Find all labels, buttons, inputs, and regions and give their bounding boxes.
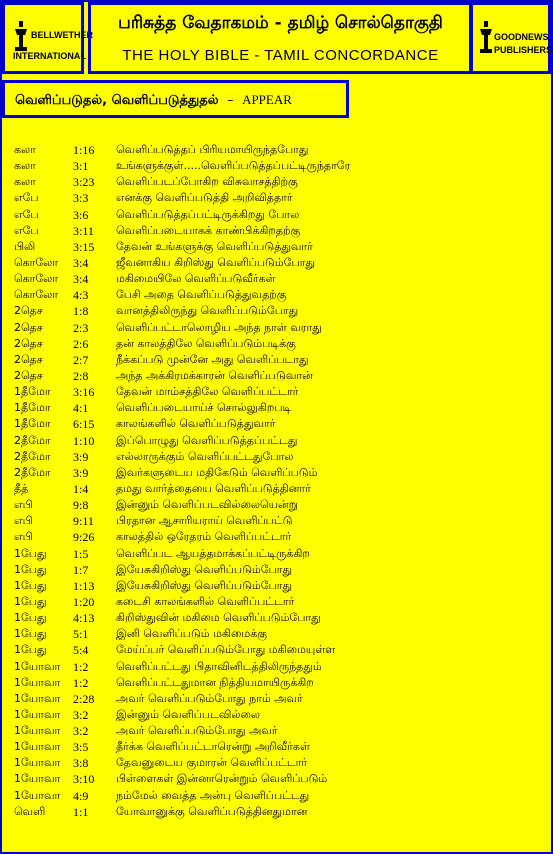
book-name: 1தீமோ: [14, 401, 51, 415]
book-name: 1யோவா: [14, 756, 61, 770]
list-item: [0, 610, 549, 626]
book-name: 2தெச: [14, 320, 43, 334]
list-item: [0, 481, 549, 497]
verse-text: அவர் வெளிப்படும்போது அவர்: [116, 724, 278, 738]
list-item: [0, 255, 549, 271]
verse-text: இன்னும் வெளிப்படவில்லையென்று: [116, 498, 298, 512]
verse-text: பிரதான ஆசாரியராய் வெளிப்பட்டு: [116, 514, 293, 528]
english-title: THE HOLY BIBLE - TAMIL CONCORDANCE: [122, 47, 439, 64]
book-name: எபி: [14, 530, 33, 544]
verse-reference: 1:7: [73, 562, 89, 577]
verse-reference: 6:15: [73, 417, 95, 432]
verse-reference: 3:3: [73, 191, 89, 206]
verse-text: தீர்க்க வெளிப்பட்டாரென்று அறிவீர்கள்: [116, 740, 310, 754]
verse-text: இன்னும் வெளிப்படவில்லை: [116, 707, 261, 721]
list-item: [0, 336, 549, 352]
list-item: [0, 433, 549, 449]
book-name: 2தீமோ: [14, 433, 51, 447]
book-name: கலா: [14, 159, 36, 173]
list-item: [0, 320, 549, 336]
verse-text: யோவானுக்கு வெளிப்படுத்தினதுமான: [116, 804, 308, 818]
list-item: [0, 659, 549, 675]
verse-text: நீக்கப்படு முன்னே அது வெளிப்படாது: [116, 352, 309, 366]
list-item: [0, 384, 549, 400]
book-name: எபே: [14, 207, 39, 221]
verse-text: வெளிப்பட்டாலொழிய அந்த நாள் வராது: [116, 320, 322, 334]
book-name: 1யோவா: [14, 659, 61, 673]
list-item: [0, 497, 549, 513]
verse-text: வெளிப்பட்டது பிதாவினிடத்திலிருந்ததும்: [116, 659, 322, 673]
book-name: கொலோ: [14, 272, 59, 286]
verse-text: இப்பொழுது வெளிப்படுத்தப்பட்டது: [116, 433, 298, 447]
book-name: பிலி: [14, 239, 36, 253]
book-name: 1யோவா: [14, 740, 61, 754]
list-item: [0, 223, 549, 239]
header: [2, 2, 551, 78]
book-name: 1தீமோ: [14, 417, 51, 431]
verse-reference: 5:1: [73, 627, 89, 642]
book-name: 2தீமோ: [14, 465, 51, 479]
verse-reference: 1:8: [73, 304, 89, 319]
list-item: [0, 594, 549, 610]
verse-text: இயேசுகிறிஸ்து வெளிப்படும்போது: [116, 562, 293, 576]
book-name: 2தெச: [14, 336, 43, 350]
verse-reference: 3:23: [73, 175, 95, 190]
verse-text: ஜீவனாகிய கிறிஸ்து வெளிப்படும்போது: [116, 255, 315, 269]
book-name: 1யோவா: [14, 772, 61, 786]
verse-reference: 3:4: [73, 272, 89, 287]
book-name: 1பேது: [14, 627, 47, 641]
list-item: [0, 642, 549, 658]
verse-text: இயேசுகிறிஸ்து வெளிப்படும்போது: [116, 578, 293, 592]
verse-text: தேவன் உங்களுக்கு வெளிப்படுத்துவார்: [116, 239, 313, 253]
verse-reference: 1:5: [73, 546, 89, 561]
book-name: 1பேது: [14, 594, 47, 608]
verse-reference: 3:4: [73, 255, 89, 270]
book-name: 1பேது: [14, 562, 47, 576]
verse-text: தன் காலத்திலே வெளிப்படும்படிக்கு: [116, 336, 296, 350]
book-name: எபி: [14, 498, 33, 512]
verse-reference: 2:28: [73, 691, 95, 706]
bellwether-logo: [2, 2, 93, 74]
list-item: [0, 546, 549, 562]
verse-text: வெளிப்படையாகக் காண்பிக்கிறதற்கு: [116, 223, 301, 237]
headword: [15, 92, 292, 109]
logo-line1: GOODNEWS: [494, 32, 549, 42]
verse-reference: 2:7: [73, 352, 89, 367]
verse-text: தமது வார்த்தையை வெளிப்படுத்தினார்: [116, 481, 311, 495]
list-item: [0, 190, 549, 206]
book-name: 1பேது: [14, 546, 47, 560]
list-item: [0, 578, 549, 594]
list-item: [0, 562, 549, 578]
verse-reference: 1:2: [73, 659, 89, 674]
verse-text: அந்த அக்கிரமக்காரன் வெளிப்படுவான்: [116, 368, 313, 382]
book-name: வெளி: [14, 804, 46, 818]
verse-reference: 1:2: [73, 675, 89, 690]
book-name: கலா: [14, 175, 36, 189]
verse-text: வெளிப்பட ஆயத்தமாக்கப்பட்டிருக்கிற: [116, 546, 310, 560]
verse-reference: 3:15: [73, 239, 95, 254]
book-name: கலா: [14, 143, 36, 156]
verse-reference: 1:4: [73, 481, 89, 496]
verse-reference: 3:8: [73, 756, 89, 771]
list-item: [0, 400, 549, 416]
verse-reference: 2:6: [73, 336, 89, 351]
logo-line2: INTERNATIONAL: [13, 51, 86, 61]
lamp-icon: [478, 19, 494, 57]
verse-reference: 3:2: [73, 707, 89, 722]
verse-text: எல்லாருக்கும் வெளிப்பட்டதுபோல: [116, 449, 294, 463]
book-name: 1தீமோ: [14, 385, 51, 399]
book-name: 1யோவா: [14, 724, 61, 738]
book-name: 1பேது: [14, 578, 47, 592]
list-item: [0, 739, 549, 755]
verse-reference: 3:6: [73, 207, 89, 222]
list-item: [0, 287, 549, 303]
list-item: [0, 513, 549, 529]
book-name: தீத்: [14, 481, 29, 495]
headword-english: APPEAR: [242, 92, 292, 107]
logo-line1: BELLWETHER: [31, 30, 93, 40]
verse-reference: 4:13: [73, 611, 95, 626]
verse-text: மேய்ப்பர் வெளிப்படும்போது மகிமையுள்ள: [116, 643, 336, 657]
list-item: [0, 239, 549, 255]
concordance-list: [0, 142, 549, 820]
verse-reference: 9:26: [73, 530, 95, 545]
book-name: 1யோவா: [14, 691, 61, 705]
verse-text: இவர்களுடைய மதிகேடும் வெளிப்படும்: [116, 465, 318, 479]
verse-reference: 2:3: [73, 320, 89, 335]
verse-reference: 3:2: [73, 724, 89, 739]
verse-text: வெளிப்பட்டதுமான நித்தியமாயிருக்கிற: [116, 675, 314, 689]
book-name: 2தீமோ: [14, 449, 51, 463]
list-item: [0, 174, 549, 190]
book-name: எபே: [14, 223, 39, 237]
verse-reference: 3:11: [73, 223, 94, 238]
verse-text: கடைசி காலங்களில் வெளிப்பட்டார்: [116, 594, 295, 608]
verse-reference: 1:13: [73, 578, 95, 593]
book-name: 1யோவா: [14, 675, 61, 689]
verse-reference: 1:10: [73, 433, 95, 448]
verse-reference: 2:8: [73, 368, 89, 383]
verse-text: பேசி அதை வெளிப்படுத்துவதற்கு: [116, 288, 287, 302]
headword-separator: –: [227, 93, 234, 108]
verse-reference: 4:3: [73, 288, 89, 303]
book-name: கொலோ: [14, 288, 59, 302]
verse-text: பிள்ளைகள் இன்னாரென்றும் வெளிப்படும்: [116, 772, 328, 786]
verse-reference: 3:1: [73, 159, 89, 174]
list-item: [0, 675, 549, 691]
list-item: [0, 529, 549, 545]
list-item: [0, 449, 549, 465]
verse-reference: 1:16: [73, 143, 95, 157]
verse-reference: 4:9: [73, 788, 89, 803]
goodnews-logo: [469, 2, 551, 74]
verse-text: வெளிப்படுத்தப்பட்டிருக்கிறது போல: [116, 207, 300, 221]
lamp-icon: [13, 19, 29, 53]
book-name: 2தெச: [14, 352, 43, 366]
verse-reference: 1:20: [73, 594, 95, 609]
list-item: [0, 352, 549, 368]
book-name: 1பேது: [14, 643, 47, 657]
book-name: எபி: [14, 514, 33, 528]
verse-text: கிறிஸ்துவின் மகிமை வெளிப்படும்போது: [116, 611, 321, 625]
verse-text: வெளிப்படப்போகிற விசுவாசத்திற்கு: [116, 175, 298, 189]
headword-box: [2, 80, 349, 118]
list-item: [0, 804, 549, 820]
list-item: [0, 158, 549, 174]
verse-text: உங்களுக்குள்.....வெளிப்படுத்தப்பட்டிருந்தாரே: [116, 159, 351, 173]
book-name: 2தெச: [14, 368, 43, 382]
list-item: [0, 626, 549, 642]
verse-text: வெளிப்படையாய்ச் சொல்லுகிறபடி: [116, 401, 292, 415]
book-name: எபே: [14, 191, 39, 205]
title-box: [88, 2, 473, 74]
verse-reference: 9:11: [73, 514, 94, 529]
book-name: 1பேது: [14, 611, 47, 625]
list-item: [0, 691, 549, 707]
list-item: [0, 707, 549, 723]
book-name: கொலோ: [14, 255, 59, 269]
verse-text: நம்மேல் வைத்த அன்பு வெளிப்பட்டது: [116, 788, 310, 802]
verse-text: அவர் வெளிப்படும்போது நாம் அவர்: [116, 691, 303, 705]
list-item: [0, 788, 549, 804]
list-item: [0, 142, 549, 158]
headword-tamil: வெளிப்படுதல், வெளிப்படுத்துதல்: [15, 93, 219, 108]
verse-reference: 3:5: [73, 740, 89, 755]
list-item: [0, 723, 549, 739]
verse-reference: 5:4: [73, 643, 89, 658]
verse-reference: 3:16: [73, 385, 95, 400]
verse-text: எனக்கு வெளிப்படுத்தி அறிவித்தார்: [116, 191, 293, 205]
list-item: [0, 416, 549, 432]
book-name: 1யோவா: [14, 788, 61, 802]
verse-text: காலத்தில் ஒரேதரம் வெளிப்பட்டார்: [116, 530, 292, 544]
list-item: [0, 303, 549, 319]
list-item: [0, 271, 549, 287]
verse-text: தேவன் மாம்சத்திலே வெளிப்பட்டார்: [116, 385, 299, 399]
verse-reference: 1:1: [73, 804, 89, 819]
list-item: [0, 465, 549, 481]
verse-reference: 3:9: [73, 449, 89, 464]
tamil-title: பரிசுத்த வேதாகமம் - தமிழ் சொல்தொகுதி: [118, 13, 443, 33]
list-item: [0, 207, 549, 223]
verse-text: வானத்திலிருந்து வெளிப்படும்போது: [116, 304, 299, 318]
list-item: [0, 755, 549, 771]
book-name: 1யோவா: [14, 707, 61, 721]
book-name: 2தெச: [14, 304, 43, 318]
verse-reference: 3:9: [73, 465, 89, 480]
verse-reference: 4:1: [73, 401, 89, 416]
logo-line2: PUBLISHERS: [494, 45, 553, 55]
verse-reference: 9:8: [73, 498, 89, 513]
verse-reference: 3:10: [73, 772, 95, 787]
list-item: [0, 771, 549, 787]
verse-text: தேவனுடைய குமாரன் வெளிப்பட்டார்: [116, 756, 308, 770]
verse-text: மகிமையிலே வெளிப்படுவீர்கள்: [116, 272, 276, 286]
verse-text: வெளிப்படுத்தப் பிரியமாயிருந்தபோது: [116, 143, 309, 156]
list-item: [0, 368, 549, 384]
verse-text: இனி வெளிப்படும் மகிமைக்கு: [116, 627, 268, 641]
verse-text: காலங்களில் வெளிப்படுத்துவார்: [116, 417, 276, 431]
